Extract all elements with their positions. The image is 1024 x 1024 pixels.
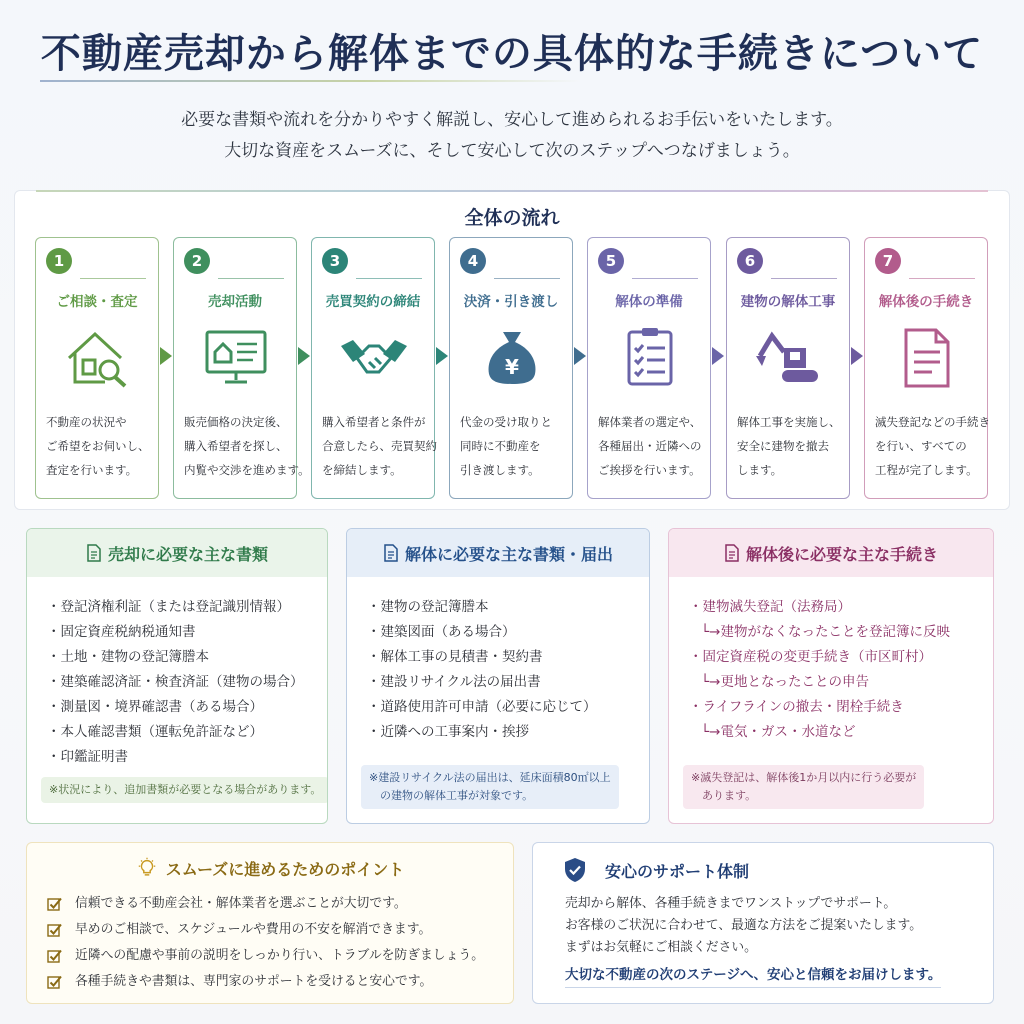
step-description-line: 同時に不動産を <box>460 439 541 453</box>
step-description-line: 合意したら、売買契約 <box>322 439 437 453</box>
step-description-line: 解体業者の選定や、 <box>598 415 702 429</box>
list-item: ・建築図面（ある場合） <box>367 624 516 640</box>
note-line: ※建設リサイクル法の届出は、延床面積80㎡以上 <box>369 771 611 784</box>
document-small-icon <box>86 544 102 562</box>
document-card-heading <box>347 529 649 577</box>
step-description-line: 代金の受け取りと <box>460 415 552 429</box>
tips-heading <box>27 857 513 880</box>
step-description-line: します。 <box>737 463 783 477</box>
step-number-badge: 5 <box>598 248 624 274</box>
step-number-badge: 4 <box>460 248 486 274</box>
step-description <box>598 410 708 482</box>
checkbox-check-icon <box>47 948 63 964</box>
list-item: └→建物がなくなったことを登記簿に反映 <box>701 624 950 640</box>
list-item: ・近隣への工事案内・挨拶 <box>367 724 529 740</box>
list-item: └→電気・ガス・水道など <box>701 724 856 740</box>
flow-heading: 全体の流れ <box>464 207 560 229</box>
flow-arrow-icon <box>851 347 863 365</box>
flow-step-5 <box>587 237 711 499</box>
step-description-line: 滅失登記などの手続き <box>875 415 990 429</box>
support-emphasis: 大切な不動産の次のステージへ、安心と信頼をお届けします。 <box>565 963 941 988</box>
step-title: 建物の解体工事 <box>740 294 836 310</box>
tip-item <box>47 891 484 917</box>
document-icon <box>892 326 962 388</box>
tip-item <box>47 917 484 943</box>
step-number-line <box>80 278 146 279</box>
flow-step-4 <box>449 237 573 499</box>
list-item: ・建築確認済証・検査済証（建物の場合） <box>47 674 304 690</box>
step-number-line <box>632 278 698 279</box>
step-number-line <box>218 278 284 279</box>
support-line: 売却から解体、各種手続きまでワンストップでサポート。 <box>565 896 897 911</box>
step-description-line: 不動産の状況や <box>46 415 127 429</box>
support-title: 安心のサポート体制 <box>605 861 750 881</box>
tip-text: 早めのご相談で、スケジュールや費用の不安を解消できます。 <box>75 922 432 937</box>
list-item: ・建設リサイクル法の届出書 <box>367 674 541 690</box>
document-card-2 <box>346 528 650 824</box>
document-card-title: 売却に必要な主な書類 <box>107 544 268 564</box>
support-line: まずはお気軽にご相談ください。 <box>565 940 757 955</box>
document-note <box>361 765 619 809</box>
document-card-title: 解体後に必要な主な手続き <box>745 544 938 564</box>
step-title: 決済・引き渡し <box>463 294 559 310</box>
flow-arrow-icon <box>298 347 310 365</box>
flow-step-2 <box>173 237 310 499</box>
page-title: 不動産売却から解体までの具体的な手続きについて <box>40 30 984 77</box>
step-number-badge: 1 <box>46 248 72 274</box>
flow-step-7 <box>864 237 988 499</box>
subtitle-line-2: 大切な資産をスムーズに、そして安心して次のステップへつなげましょう。 <box>224 141 800 161</box>
checkbox-check-icon <box>47 922 63 938</box>
step-number-badge: 7 <box>875 248 901 274</box>
step-description <box>737 410 847 482</box>
money-bag-yen-icon <box>477 326 547 388</box>
step-description-line: 内覧や交渉を進めます。 <box>184 463 310 477</box>
document-small-icon <box>724 544 740 562</box>
document-list <box>27 577 327 770</box>
step-description-line: 査定を行います。 <box>46 463 138 477</box>
title-underline <box>40 80 580 82</box>
list-item: ・本人確認書類（運転免許証など） <box>47 724 263 740</box>
tip-text: 信頼できる不動産会社・解体業者を選ぶことが大切です。 <box>75 896 407 911</box>
list-item: ・建物滅失登記（法務局） <box>689 599 851 615</box>
flow-arrow-icon <box>574 347 586 365</box>
checkbox-check-icon <box>47 896 63 912</box>
document-card-title: 解体に必要な主な書類・届出 <box>404 544 613 564</box>
house-search-icon <box>63 326 133 388</box>
handshake-icon <box>339 326 409 388</box>
step-description-line: 購入希望者を探し、 <box>184 439 288 453</box>
step-title: ご相談・査定 <box>56 294 138 310</box>
flow-step-3 <box>311 237 435 499</box>
flow-step-6 <box>726 237 850 499</box>
step-description-line: を行い、すべての <box>875 439 967 453</box>
document-list <box>669 577 993 745</box>
subtitle-line-1: 必要な書類や流れを分かりやすく解説し、安心して進められるお手伝いをいたします。 <box>181 110 843 130</box>
list-item: ・ライフラインの撤去・閉栓手続き <box>689 699 904 715</box>
step-number-line <box>771 278 837 279</box>
document-note <box>41 777 328 803</box>
list-item: ・土地・建物の登記簿謄本 <box>47 649 209 665</box>
step-description-line: 購入希望者と条件が <box>322 415 426 429</box>
listing-monitor-icon <box>201 326 271 388</box>
list-item: ・印鑑証明書 <box>47 749 128 765</box>
tips-title: スムーズに進めるためのポイント <box>165 860 405 879</box>
list-item: ・解体工事の見積書・契約書 <box>367 649 543 665</box>
note-line: ※状況により、追加書類が必要となる場合があります。 <box>49 783 322 796</box>
step-description-line: ご希望をお伺いし、 <box>46 439 150 453</box>
step-description <box>460 410 570 482</box>
flow-arrow-icon <box>712 347 724 365</box>
list-item: ・道路使用許可申請（必要に応じて） <box>367 699 597 715</box>
list-item: ・固定資産税の変更手続き（市区町村） <box>689 649 932 665</box>
checklist-icon <box>615 326 685 388</box>
step-title: 売買契約の締結 <box>325 294 421 310</box>
step-title: 解体の準備 <box>615 294 683 310</box>
list-item: ・登記済権利証（または登記識別情報） <box>47 599 290 615</box>
flow-panel-accent-line <box>36 190 988 192</box>
step-title: 解体後の手続き <box>878 294 974 310</box>
document-note <box>683 765 924 809</box>
step-description-line: 工程が完了します。 <box>875 463 978 477</box>
step-title: 売却活動 <box>208 294 262 310</box>
svg-text:¥: ¥ <box>505 355 519 379</box>
excavator-icon <box>754 326 824 388</box>
support-panel <box>532 842 994 1004</box>
list-item: ・建物の登記簿謄本 <box>367 599 489 615</box>
tip-text: 近隣への配慮や事前の説明をしっかり行い、トラブルを防ぎましょう。 <box>75 948 484 963</box>
step-description-line: 解体工事を実施し、 <box>737 415 841 429</box>
note-line: あります。 <box>691 789 757 802</box>
flow-arrow-icon <box>436 347 448 365</box>
checkbox-check-icon <box>47 974 63 990</box>
support-text <box>565 893 922 959</box>
step-description-line: 安全に建物を撤去 <box>737 439 829 453</box>
support-heading <box>563 857 749 883</box>
step-description <box>184 410 310 482</box>
step-number-line <box>494 278 560 279</box>
step-description-line: 販売価格の決定後、 <box>184 415 288 429</box>
list-item: └→更地となったことの申告 <box>701 674 869 690</box>
document-card-heading <box>669 529 993 577</box>
step-number-line <box>909 278 975 279</box>
step-description <box>46 410 156 482</box>
step-number-badge: 6 <box>737 248 763 274</box>
list-item: ・固定資産税納税通知書 <box>47 624 196 640</box>
support-line: お客様のご状況に合わせて、最適な方法をご提案いたします。 <box>565 918 923 933</box>
step-description-line: 各種届出・近隣への <box>598 439 702 453</box>
tips-panel <box>26 842 514 1004</box>
document-list <box>347 577 649 745</box>
step-description <box>875 410 990 482</box>
document-card-heading <box>27 529 327 577</box>
note-line: の建物の解体工事が対象です。 <box>369 789 534 802</box>
document-small-icon <box>383 544 399 562</box>
document-card-3 <box>668 528 994 824</box>
step-number-badge: 3 <box>322 248 348 274</box>
tip-item <box>47 969 484 995</box>
step-description-line: ご挨拶を行います。 <box>598 463 701 477</box>
lightbulb-icon <box>136 857 158 879</box>
list-item: ・測量図・境界確認書（ある場合） <box>47 699 263 715</box>
shield-check-icon <box>563 857 587 883</box>
step-description <box>322 410 437 482</box>
flow-step-1 <box>35 237 159 499</box>
flow-arrow-icon <box>160 347 172 365</box>
step-description-line: を締結します。 <box>322 463 402 477</box>
document-card-1 <box>26 528 328 824</box>
note-line: ※滅失登記は、解体後1か月以内に行う必要が <box>691 771 917 784</box>
tip-text: 各種手続きや書類は、専門家のサポートを受けると安心です。 <box>75 974 433 989</box>
tips-list <box>47 891 484 995</box>
step-number-line <box>356 278 422 279</box>
tip-item <box>47 943 484 969</box>
step-number-badge: 2 <box>184 248 210 274</box>
step-description-line: 引き渡します。 <box>460 463 540 477</box>
